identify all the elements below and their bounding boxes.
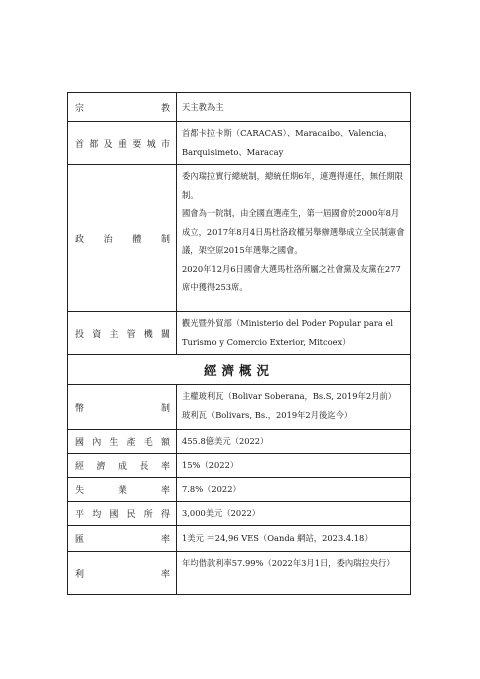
row-label <box>68 165 177 311</box>
table-row-capital <box>68 122 410 165</box>
value-line: 首都卡拉卡斯（CARACAS）、Maracaibo、Valencia、Barquisimeto、Maracay <box>182 128 392 157</box>
label-text: 政治體制 <box>75 234 170 245</box>
value-line: 玻利瓦（Bolivars, Bs.，2019年2月後迄今） <box>182 409 353 420</box>
label-text: 匯率 <box>75 535 170 545</box>
row-value <box>177 430 410 453</box>
row-label <box>68 552 177 594</box>
table-row-growth-rate <box>68 454 410 478</box>
row-label <box>68 478 177 501</box>
value-line: 委內瑞拉實行總統制，總統任期6年，連選得連任，無任期限制。 <box>182 171 403 200</box>
row-value <box>177 502 410 525</box>
row-label <box>68 526 177 551</box>
label-text: 經濟成長率 <box>75 462 170 472</box>
label-text: 首都及重要城市 <box>75 139 170 150</box>
row-value <box>177 93 410 121</box>
table-row-political-system <box>68 165 410 312</box>
value-line: 455.8億美元（2022） <box>182 436 269 447</box>
table-row-unemployment <box>68 478 410 502</box>
label-text: 投資主管機關 <box>75 329 170 340</box>
row-value <box>177 385 410 429</box>
value-line: 觀光暨外貿部（Ministerio del Poder Popular para el Turismo y Comercio Exterior, Mitcoex） <box>182 318 394 347</box>
label-text: 國內生產毛額 <box>75 438 170 448</box>
row-label <box>68 385 177 429</box>
table-row-investment-authority <box>68 312 410 355</box>
row-label <box>68 93 177 121</box>
table-row-currency <box>68 385 410 430</box>
table-row-religion <box>68 93 410 122</box>
country-profile-table <box>67 92 411 595</box>
table-row-interest-rate <box>68 552 410 594</box>
row-value <box>177 454 410 477</box>
label-text: 失業率 <box>75 486 170 496</box>
row-label <box>68 312 177 354</box>
value-line: 2020年12月6日國會大選馬杜洛所屬之社會黨及友黨在277席中獲得253席。 <box>182 263 401 292</box>
table-row-exchange-rate <box>68 526 410 552</box>
table-row-gdp <box>68 430 410 454</box>
row-value <box>177 312 410 354</box>
label-text: 宗教 <box>75 103 170 114</box>
value-line: 7.8%（2022） <box>182 484 241 495</box>
table-row-per-capita-income <box>68 502 410 526</box>
value-line: 1美元 ＝24,96 VES（Oanda 網站，2023.4.18） <box>182 533 373 544</box>
label-text: 幣制 <box>75 403 170 414</box>
row-value <box>177 552 410 594</box>
value-line: 國會為一院制，由全國直選產生，第一屆國會於2000年8月成立，2017年8月4日馬杜洛政權另舉辦選舉成立全民制憲會議，架空原2015年選舉之國會。 <box>182 208 405 255</box>
value-line: 主權玻利瓦（Bolivar Soberana，Bs.S, 2019年2月前） <box>182 391 397 401</box>
row-label <box>68 502 177 525</box>
row-label <box>68 122 177 164</box>
value-line: 年均借款利率57.99%（2022年3月1日，委內瑞拉央行） <box>182 558 395 568</box>
label-text: 利率 <box>75 569 170 580</box>
row-value <box>177 526 410 551</box>
value-line: 15%（2022） <box>182 460 239 471</box>
section-header-economy <box>68 355 410 385</box>
row-value <box>177 478 410 501</box>
value-line: 天主教為主 <box>182 101 224 112</box>
section-title: 經濟概況 <box>203 362 274 378</box>
label-text: 平均國民所得 <box>75 510 170 520</box>
row-label <box>68 430 177 453</box>
row-label <box>68 454 177 477</box>
row-value <box>177 165 410 311</box>
row-value <box>177 122 410 164</box>
value-line: 3,000美元（2022） <box>182 508 261 519</box>
